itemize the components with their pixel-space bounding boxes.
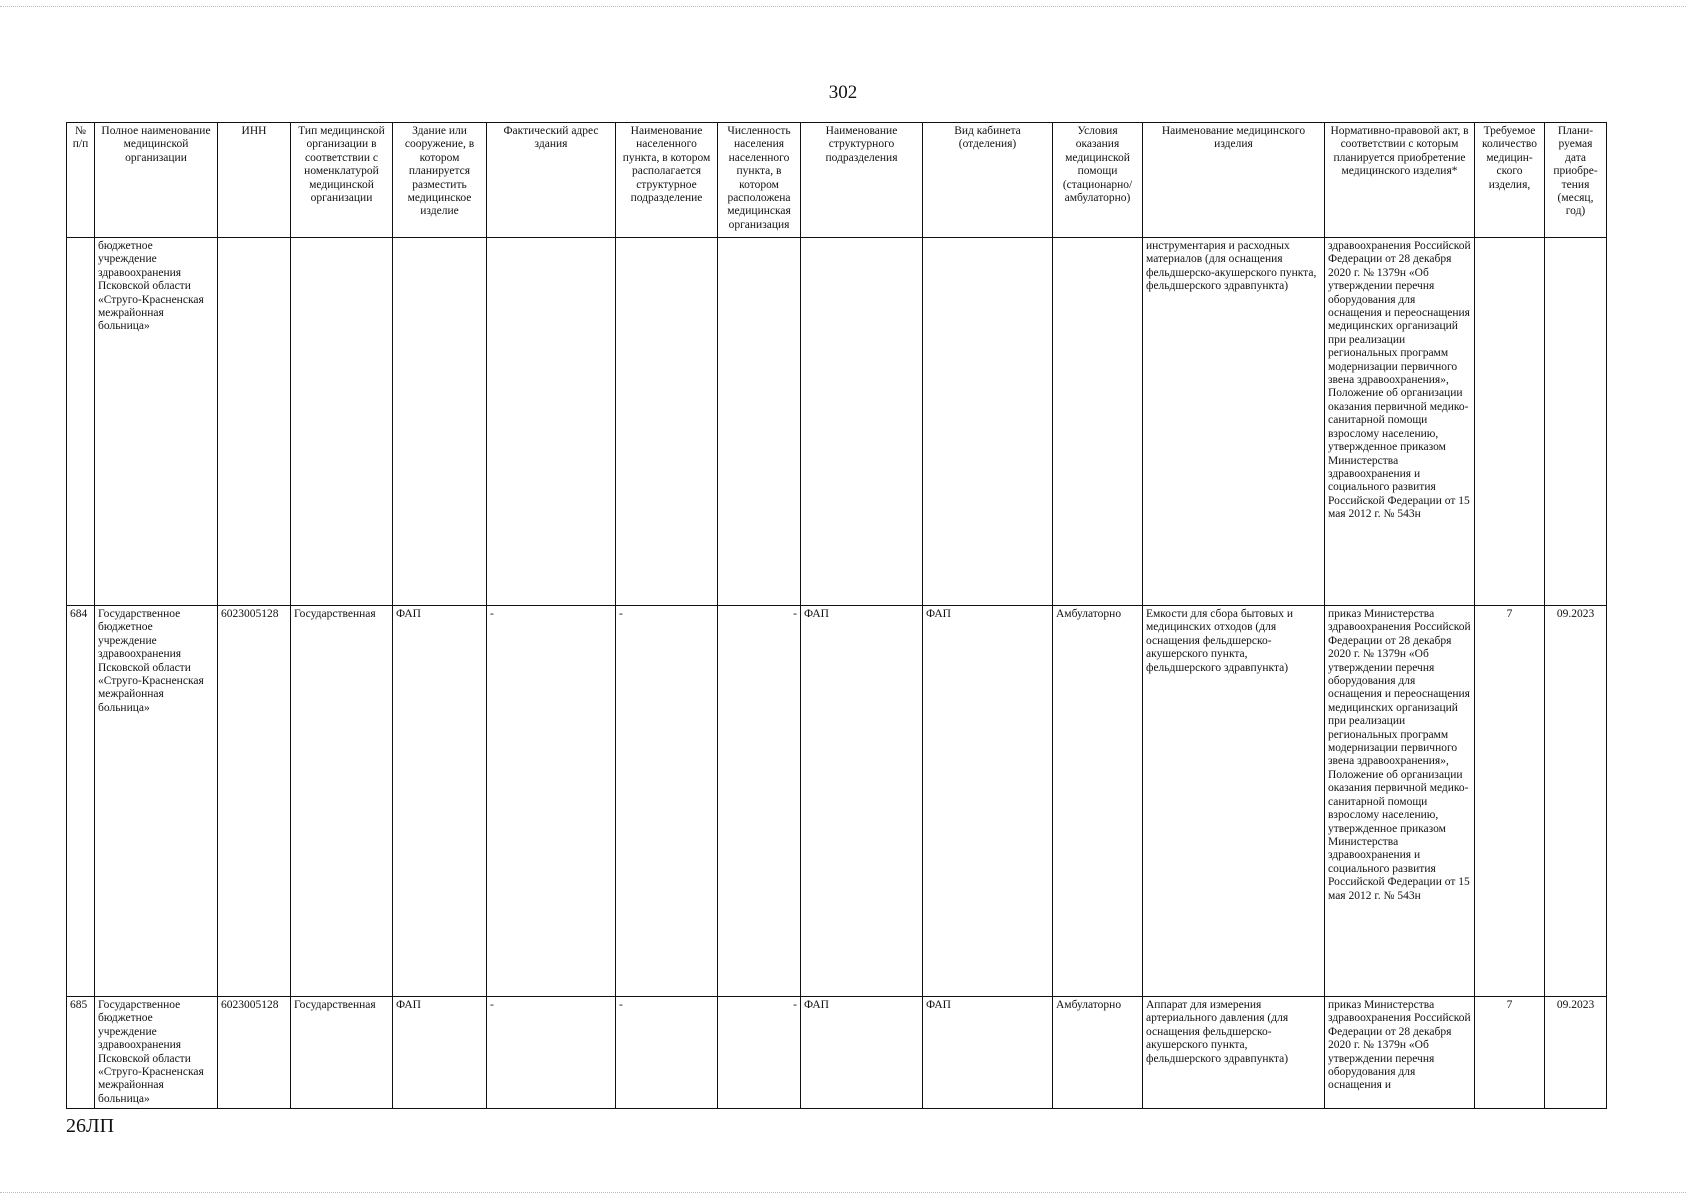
- cell-conditions: Амбулаторно: [1053, 606, 1143, 997]
- cell-building: ФАП: [393, 606, 487, 997]
- header-num: № п/п: [67, 123, 95, 238]
- cell-settlement: [616, 238, 718, 606]
- footer-code: 26ЛП: [66, 1115, 115, 1137]
- header-cabinet: Вид кабинета (отделения): [923, 123, 1053, 238]
- cell-org: Государственное бюджетное учреждение здравоохранения Псковской области «Струго-Красненская межрайонная больница»: [95, 606, 218, 997]
- header-type: Тип медицинской организации в соответствии с номенклатурой медицинской организации: [291, 123, 393, 238]
- cell-device: Емкости для сбора бытовых и медицинских отходов (для оснащения фельдшерско-акушерского пункта, фельдшерского здравпункта): [1143, 606, 1325, 997]
- cell-org: бюджетное учреждение здравоохранения Псковской области «Струго-Красненская межрайонная больница»: [95, 238, 218, 606]
- cell-population: -: [718, 997, 801, 1109]
- header-building: Здание или сооружение, в котором планируется разместить медицинское изделие: [393, 123, 487, 238]
- header-qty: Требуемое количество медицин-ского изделия,: [1475, 123, 1545, 238]
- cell-num: 685: [67, 997, 95, 1109]
- cell-building: ФАП: [393, 997, 487, 1109]
- cell-act: приказ Министерства здравоохранения Российской Федерации от 28 декабря 2020 г. № 1379н «Об утверждении перечня оборудования для оснащения и переоснащения медицинских организаций при реализации региональных программ модернизации первичного звена здравоохранения», Положение об организации оказания первичной медико-санитарной помощи взрослому населению, утвержденное приказом Министерства здравоохранения и социального развития Российской Федерации от 15 мая 2012 г. № 543н: [1325, 606, 1475, 997]
- cell-device: инструментария и расходных материалов (для оснащения фельдшерско-акушерского пункта, фельдшерского здравпункта): [1143, 238, 1325, 606]
- cell-unit: [801, 238, 923, 606]
- cell-num: [67, 238, 95, 606]
- cell-date: 09.2023: [1545, 997, 1607, 1109]
- header-date: Плани-руемая дата приобре-тения (месяц, год): [1545, 123, 1607, 238]
- cell-type: Государственная: [291, 606, 393, 997]
- cell-cabinet: [923, 238, 1053, 606]
- cell-address: -: [487, 997, 616, 1109]
- cell-type: Государственная: [291, 997, 393, 1109]
- cell-address: [487, 238, 616, 606]
- scan-edge-bottom: [0, 1192, 1686, 1195]
- cell-inn: 6023005128: [218, 997, 291, 1109]
- medical-equipment-table: [66, 122, 1607, 1109]
- header-inn: ИНН: [218, 123, 291, 238]
- cell-unit: ФАП: [801, 997, 923, 1109]
- cell-qty: 7: [1475, 997, 1545, 1109]
- cell-conditions: [1053, 238, 1143, 606]
- header-org: Полное наименование медицинской организации: [95, 123, 218, 238]
- cell-unit: ФАП: [801, 606, 923, 997]
- header-unit: Наименование структурного подразделения: [801, 123, 923, 238]
- header-device: Наименование медицинского изделия: [1143, 123, 1325, 238]
- cell-act: здравоохранения Российской Федерации от 28 декабря 2020 г. № 1379н «Об утверждении перечня оборудования для оснащения и переоснащения медицинских организаций при реализации региональных программ модернизации первичного звена здравоохранения», Положение об организации оказания первичной медико-санитарной помощи взрослому населению, утвержденное приказом Министерства здравоохранения и социального развития Российской Федерации от 15 мая 2012 г. № 543н: [1325, 238, 1475, 606]
- cell-address: -: [487, 606, 616, 997]
- cell-qty: 7: [1475, 606, 1545, 997]
- table-row: [67, 238, 1607, 606]
- cell-conditions: Амбулаторно: [1053, 997, 1143, 1109]
- header-row: [67, 123, 1607, 238]
- cell-type: [291, 238, 393, 606]
- page-number: 302: [828, 82, 858, 103]
- cell-cabinet: ФАП: [923, 997, 1053, 1109]
- cell-settlement: -: [616, 606, 718, 997]
- cell-population: [718, 238, 801, 606]
- cell-building: [393, 238, 487, 606]
- scan-edge-top: [0, 6, 1686, 9]
- cell-qty: [1475, 238, 1545, 606]
- cell-settlement: -: [616, 997, 718, 1109]
- cell-act: приказ Министерства здравоохранения Российской Федерации от 28 декабря 2020 г. № 1379н «Об утверждении перечня оборудования для оснащения и: [1325, 997, 1475, 1109]
- cell-inn: 6023005128: [218, 606, 291, 997]
- table-row: [67, 997, 1607, 1109]
- cell-date: 09.2023: [1545, 606, 1607, 997]
- header-population: Численность населения населенного пункта, в котором расположена медицинская организация: [718, 123, 801, 238]
- header-conditions: Условия оказания медицинской помощи (стационарно/ амбулаторно): [1053, 123, 1143, 238]
- cell-org: Государственное бюджетное учреждение здравоохранения Псковской области «Струго-Красненская межрайонная больница»: [95, 997, 218, 1109]
- cell-inn: [218, 238, 291, 606]
- header-address: Фактический адрес здания: [487, 123, 616, 238]
- cell-device: Аппарат для измерения артериального давления (для оснащения фельдшерско-акушерского пункта, фельдшерского здравпункта): [1143, 997, 1325, 1109]
- cell-cabinet: ФАП: [923, 606, 1053, 997]
- cell-num: 684: [67, 606, 95, 997]
- header-act: Нормативно-правовой акт, в соответствии с которым планируется приобретение медицинского изделия*: [1325, 123, 1475, 238]
- table-row: [67, 606, 1607, 997]
- cell-date: [1545, 238, 1607, 606]
- cell-population: -: [718, 606, 801, 997]
- header-settlement: Наименование населенного пункта, в котором располагается структурное подразделение: [616, 123, 718, 238]
